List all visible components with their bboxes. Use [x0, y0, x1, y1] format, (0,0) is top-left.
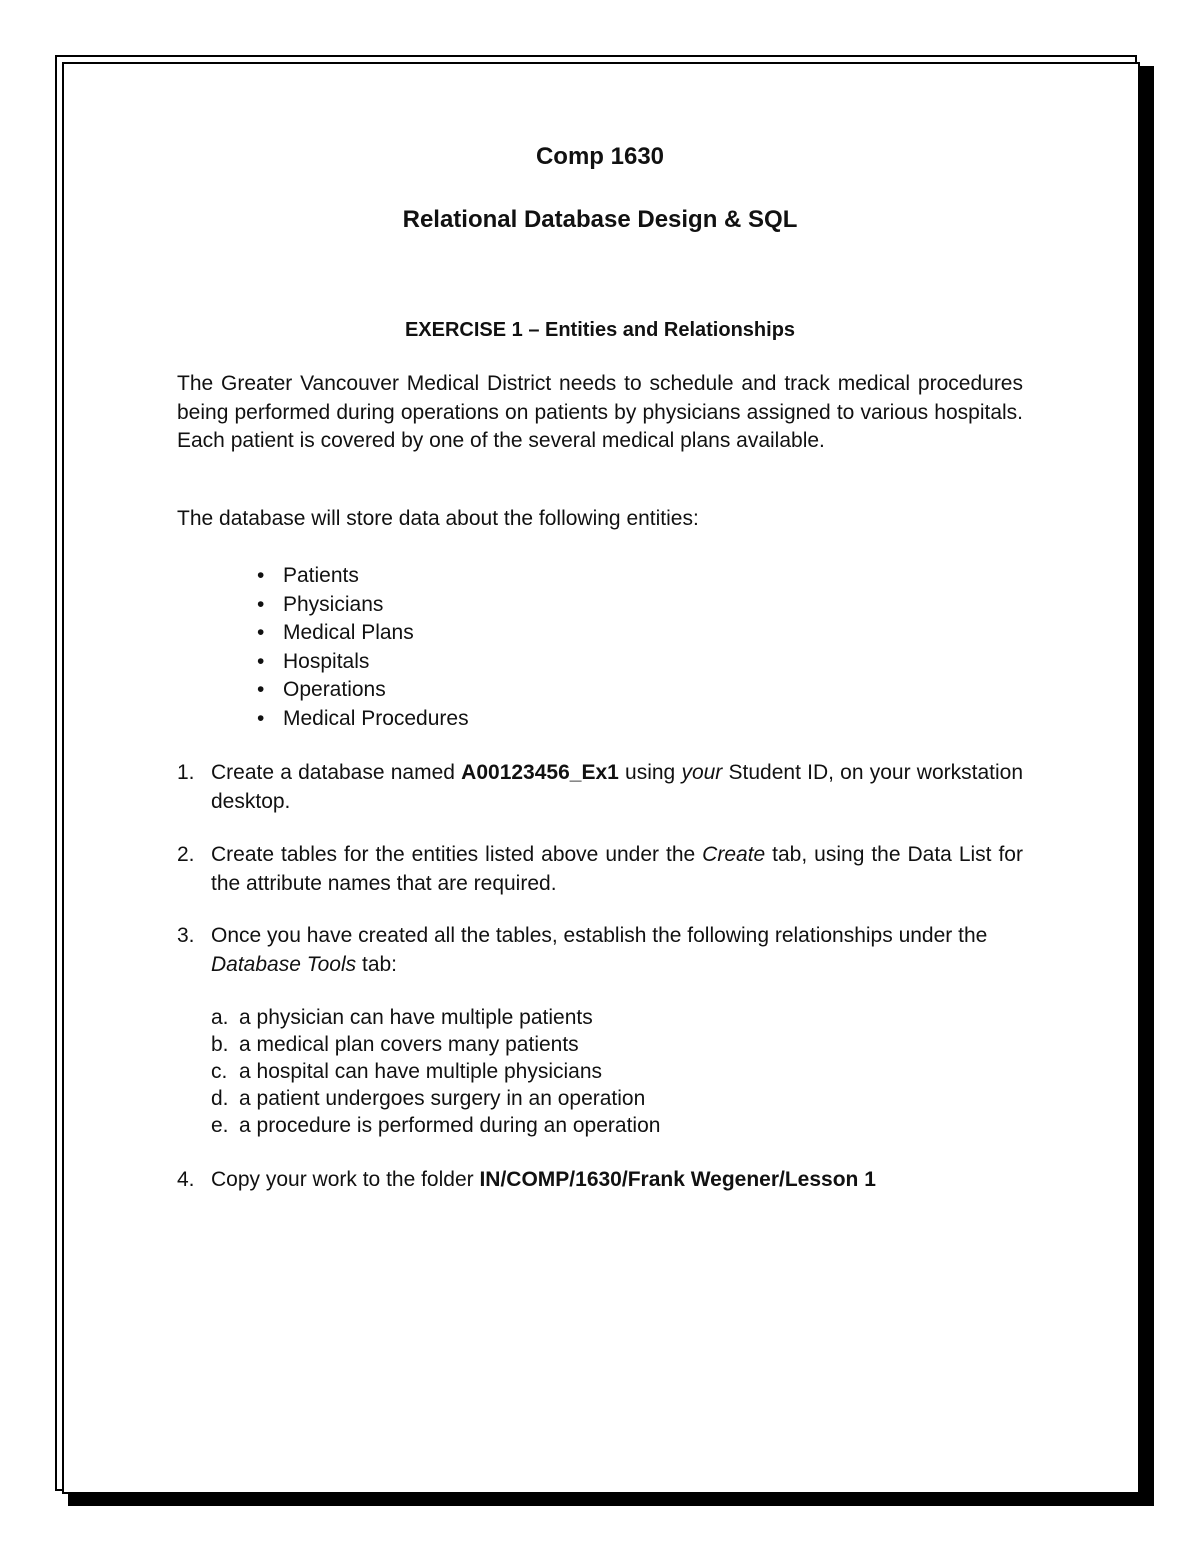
bullet-icon: •: [257, 564, 265, 587]
step-4: [177, 1166, 1023, 1195]
entity-label: Hospitals: [283, 649, 370, 673]
bullet-icon: •: [257, 706, 265, 730]
step-text-part: tab:: [356, 952, 398, 976]
step-text: [211, 841, 1023, 898]
entity-list-item: [177, 676, 469, 705]
step-text: [211, 759, 1023, 816]
relationship-text: a medical plan covers many patients: [239, 1033, 579, 1056]
folder-path: IN/COMP/1630/Frank Wegener/Lesson 1: [479, 1168, 876, 1191]
relationship-text: a patient undergoes surgery in an operation: [239, 1087, 646, 1110]
tab-name: Create: [702, 843, 766, 866]
relationship-letter: b.: [211, 1033, 229, 1056]
entity-list: [177, 562, 469, 733]
bullet-icon: •: [257, 649, 265, 673]
relationship-letter: e.: [211, 1114, 229, 1137]
relationship-list: [211, 1004, 660, 1139]
bullet-icon: •: [257, 678, 265, 701]
intro-paragraph: The Greater Vancouver Medical District needs to schedule and track medical procedures being performed during operations on patients by physicians assigned to various hospitals. Each patient is covered by one of the several medical plans available.: [177, 372, 1023, 452]
relationship-item: [211, 1004, 660, 1031]
relationship-letter: d.: [211, 1087, 229, 1110]
entities-lead: The database will store data about the following entities:: [177, 507, 699, 530]
relationship-text: a hospital can have multiple physicians: [239, 1060, 603, 1083]
entity-label: Medical Procedures: [283, 706, 469, 730]
step-number: 1.: [177, 761, 195, 784]
entity-list-item: [177, 591, 469, 620]
relationship-item: [211, 1112, 660, 1139]
step-text-part: Student ID, on your workstation desktop.: [211, 761, 1023, 813]
entity-label: Patients: [283, 564, 359, 587]
step-text: [211, 1166, 1023, 1195]
step-text-part: Once you have created all the tables, establish the following relationships under the: [211, 924, 988, 947]
entity-label: Operations: [283, 678, 386, 701]
step-number: 3.: [177, 924, 195, 947]
relationship-item: [211, 1031, 660, 1058]
course-title: Comp 1630: [535, 143, 665, 170]
entity-label: Medical Plans: [283, 621, 414, 644]
relationship-text: a physician can have multiple patients: [239, 1006, 593, 1029]
step-text-part: Create a database named: [211, 761, 462, 784]
relationship-item: [211, 1058, 660, 1085]
exercise-heading: EXERCISE 1 – Entities and Relationships: [404, 319, 796, 341]
step-2: [177, 841, 1023, 898]
step-1: [177, 759, 1023, 816]
step-number: 2.: [177, 843, 195, 866]
step-text-part: tab, using the Data List for the attribute names that are required.: [211, 843, 1023, 895]
entity-list-item: [177, 648, 469, 677]
course-subtitle: Relational Database Design & SQL: [402, 206, 798, 233]
step-text: [211, 922, 991, 979]
relationship-letter: a.: [211, 1006, 229, 1029]
step-3: [177, 922, 1023, 979]
relationship-letter: c.: [211, 1060, 228, 1083]
relationship-text: a procedure is performed during an operation: [239, 1114, 661, 1137]
emphasis-text: your: [681, 761, 723, 784]
entity-list-item: [177, 705, 469, 734]
entity-list-item: [177, 562, 469, 591]
entity-label: Physicians: [283, 592, 384, 616]
tab-name: Database Tools: [211, 952, 357, 976]
database-name: A00123456_Ex1: [461, 761, 619, 784]
relationship-item: [211, 1085, 660, 1112]
bullet-icon: •: [257, 592, 265, 616]
step-number: 4.: [177, 1168, 195, 1191]
step-text-part: Copy your work to the folder: [211, 1168, 480, 1191]
entity-list-item: [177, 619, 469, 648]
step-text-part: using: [618, 761, 682, 784]
step-text-part: Create tables for the entities listed above under the: [211, 843, 703, 866]
bullet-icon: •: [257, 621, 265, 644]
